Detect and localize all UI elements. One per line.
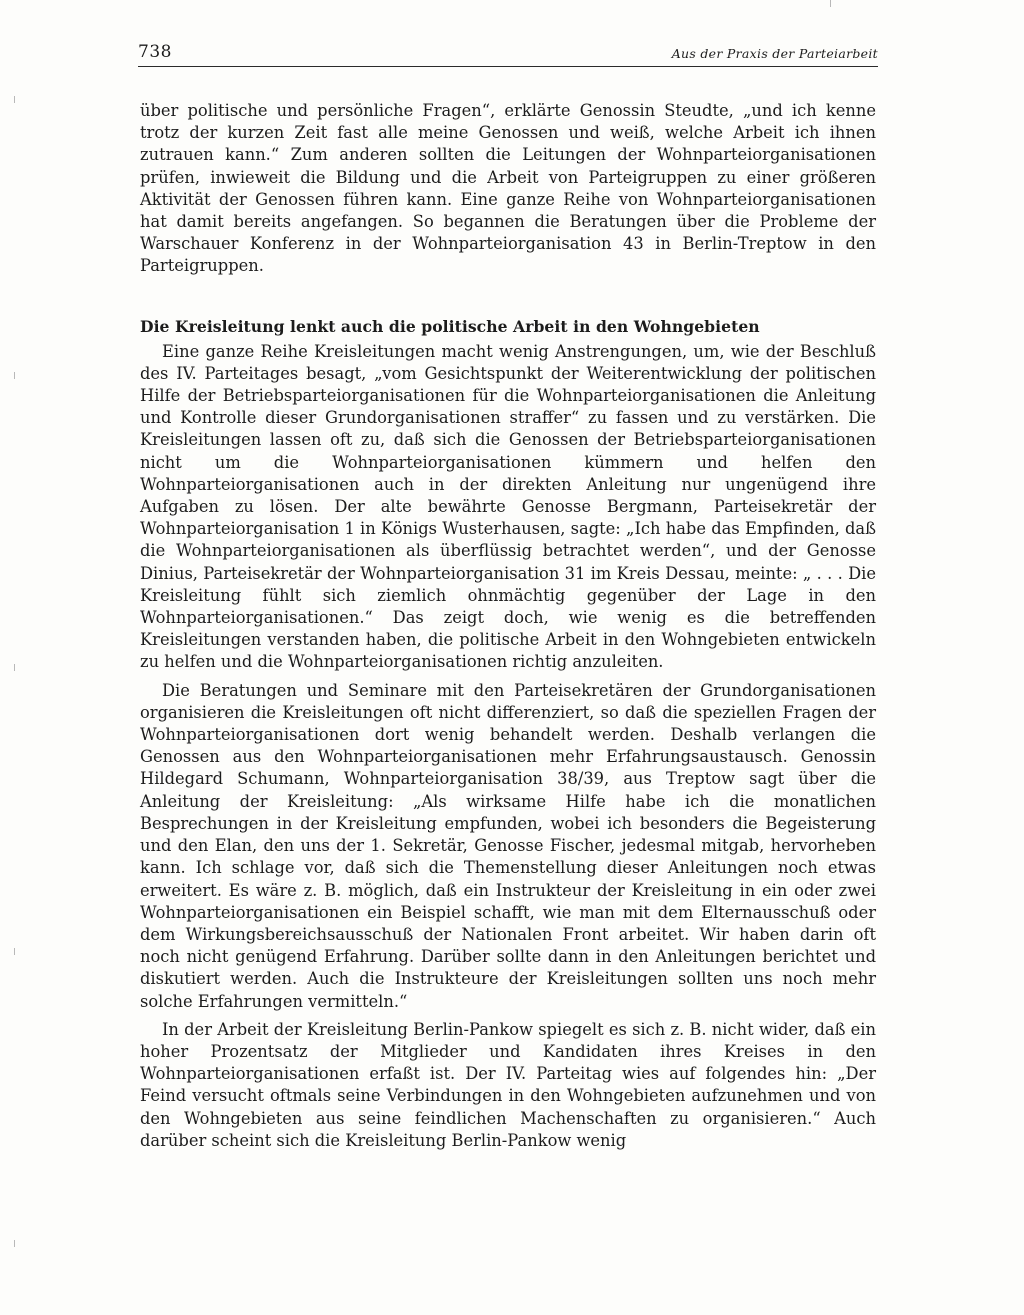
paragraph: Die Beratungen und Seminare mit den Parteisekretären der Grundorganisationen organisieren die Kreisleitungen oft nicht differenziert, so daß die speziellen Fragen der Wohnparteiorganisationen dort wenig behandelt werden. Deshalb verlangen die Genossen aus den Wohnparteiorganisationen mehr Erfahrungsaustausch. Genossin Hildegard Schumann, Wohnparteiorganisation 38/39, aus Treptow sagt über die Anleitung der Kreisleitung: „Als wirksame Hilfe habe ich die monatlichen Besprechungen in der Kreisleitung empfunden, wobei ich besonders die Begeisterung und den Elan, den uns der 1. Sekretär, Genosse Fischer, jedesmal mitgab, hervorheben kann. Ich schlage vor, daß sich die Themenstellung dieser Anleitungen noch etwas erweitert. Es wäre z. B. möglich, daß ein Instrukteur der Kreisleitung in ein oder zwei Wohnparteiorganisationen ein Beispiel schafft, wie man mit dem Elternausschuß oder dem Wirkungsbereichsausschuß der Nationalen Front arbeitet. Wir haben darin oft noch nicht genügend Erfahrung. Darüber sollte dann in den Anleitungen berichtet und diskutiert werden. Auch die Instrukteure der Kreisleitungen sollten uns noch mehr solche Erfahrungen vermitteln.“ <box>140 680 876 1011</box>
margin-scan-mark <box>830 0 831 7</box>
running-head: Aus der Praxis der Parteiarbeit <box>671 46 878 61</box>
paragraph-continued: über politische und persönliche Fragen“, erklärte Genossin Steudte, „und ich kenne trotz der kurzen Zeit fast alle meine Genossen und weiß, welche Arbeit ich ihnen zutrauen kann.“ Zum anderen sollten die Leitungen der Wohnparteiorganisationen prüfen, inwieweit die Bildung und die Arbeit von Parteigruppen zu einer größeren Aktivität der Genossen führen kann. Eine ganze Reihe von Wohnparteiorganisationen hat damit bereits angefangen. So begannen die Beratungen über die Probleme der Warschauer Konferenz in der Wohnparteiorganisation 43 in Berlin-Treptow in den Parteigruppen. <box>140 101 876 276</box>
page-header <box>138 40 878 67</box>
margin-scan-mark <box>14 372 15 379</box>
paragraph: In der Arbeit der Kreisleitung Berlin-Pankow spiegelt es sich z. B. nicht wider, daß ein hoher Prozentsatz der Mitglieder und Kandidaten ihres Kreises in den Wohnparteiorganisationen erfaßt ist. Der IV. Parteitag wies auf folgendes hin: „Der Feind versucht oftmals seine Verbindungen in den Wohngebieten aufzunehmen und von den Wohngebieten aus seine feindlichen Machenschaften zu organisieren.“ Auch darüber scheint sich die Kreisleitung Berlin-Pankow wenig <box>140 1019 876 1150</box>
margin-scan-mark <box>14 948 15 955</box>
section-heading: Die Kreisleitung lenkt auch die politische Arbeit in den Wohngebieten <box>140 316 760 336</box>
paragraph: Eine ganze Reihe Kreisleitungen macht wenig Anstrengungen, um, wie der Beschluß des IV. Parteitages besagt, „vom Gesichtspunkt der Weiterentwicklung der politischen Hilfe der Betriebsparteiorganisationen für die Wohnparteiorganisationen die Anleitung und Kontrolle dieser Grundorganisationen straffer“ zu fassen und zu verstärken. Die Kreisleitungen lassen oft zu, daß sich die Genossen der Betriebsparteiorganisationen nicht um die Wohnparteiorganisationen kümmern und helfen den Wohnparteiorganisationen auch in der direkten Anleitung nur ungenügend ihre Aufgaben zu lösen. Der alte bewährte Genosse Bergmann, Parteisekretär der Wohnparteiorganisation 1 in Königs Wusterhausen, sagte: „Ich habe das Empfinden, daß die Wohnparteiorganisationen als überflüssig betrachtet werden“, und der Genosse Dinius, Parteisekretär der Wohnparteiorganisation 31 im Kreis Dessau, meinte: „ . . . Die Kreisleitung fühlt sich ziemlich ohnmächtig gegenüber der Lage in den Wohnparteiorganisationen.“ Das zeigt doch, wie wenig es die betreffenden Kreisleitungen verstanden haben, die politische Arbeit in den Wohngebieten entwickeln zu helfen und die Wohnparteiorganisationen richtig anzuleiten. <box>140 341 876 672</box>
margin-scan-mark <box>14 1240 15 1247</box>
margin-scan-mark <box>14 664 15 671</box>
page-number: 738 <box>138 42 172 62</box>
margin-scan-mark <box>14 96 15 103</box>
article-body <box>140 100 876 1152</box>
